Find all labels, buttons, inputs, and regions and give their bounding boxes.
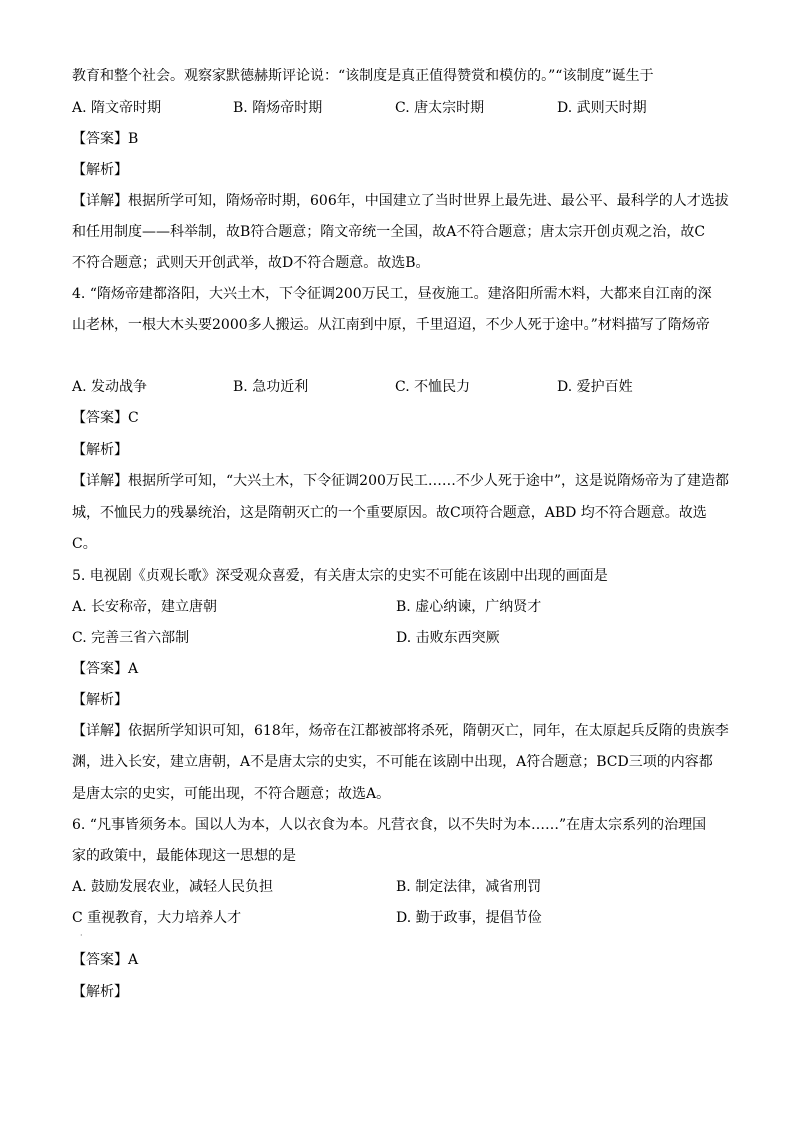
stray-mark: · <box>80 931 83 940</box>
q5-detail-line: 是唐太宗的史实，可能出现，不符合题意；故选A。 <box>72 786 391 802</box>
q3-detail-line: 和任用制度——科举制，故B符合题意；隋文帝统一全国，故A不符合题意；唐太宗开创贞观之治，故C <box>72 224 706 240</box>
q5-option-a: A. 长安称帝，建立唐朝 <box>72 599 218 615</box>
q5-option-c: C. 完善三省六部制 <box>72 630 190 646</box>
q5-option-b: B. 虚心纳谏，广纳贤才 <box>396 599 542 615</box>
q6-answer: 【答案】A <box>72 952 139 968</box>
q5-stem: 5. 电视剧《贞观长歌》深受观众喜爱，有关唐太宗的史实不可能在该剧中出现的画面是 <box>72 568 608 584</box>
q3-detail-line: 不符合题意；武则天开创武举，故D不符合题意。故选B。 <box>72 255 430 271</box>
q6-analysis-label: 【解析】 <box>72 984 128 1000</box>
q6-stem-line: 6. “凡事皆须务本。国以人为本，人以衣食为本。凡营衣食，以不失时为本……”在唐太宗系列的治理国 <box>72 817 707 833</box>
q4-option-d: D. 爱护百姓 <box>557 379 633 395</box>
q4-option-c: C. 不恤民力 <box>395 379 471 395</box>
q6-option-d: D. 勤于政事，提倡节俭 <box>396 910 542 926</box>
q5-detail-line: 【详解】依据所学知识可知，618年，炀帝在江都被部将杀死，隋朝灭亡，同年，在太原起兵反隋的贵族李 <box>72 723 729 739</box>
q6-option-a: A. 鼓励发展农业，减轻人民负担 <box>72 879 274 895</box>
q3-answer: 【答案】B <box>72 131 139 147</box>
q3-detail-line: 【详解】根据所学可知，隋炀帝时期，606年，中国建立了当时世界上最先进、最公平、最科学的人才选拔 <box>72 193 729 209</box>
q6-option-b: B. 制定法律，减省刑罚 <box>396 879 542 895</box>
q5-option-d: D. 击败东西突厥 <box>396 630 500 646</box>
q4-stem-line: 山老林，一根大木头要2000多人搬运。从江南到中原，千里迢迢，不少人死于途中。”材料描写了隋炀帝 <box>72 317 710 333</box>
q6-stem-line: 家的政策中，最能体现这一思想的是 <box>72 848 296 864</box>
q3-option-c: C. 唐太宗时期 <box>395 100 485 116</box>
q5-answer: 【答案】A <box>72 661 139 677</box>
q4-answer: 【答案】C <box>72 410 139 426</box>
q5-detail-line: 渊，进入长安，建立唐朝，A不是唐太宗的史实，不可能在该剧中出现，A符合题意；BCD三项的内容都 <box>72 754 713 770</box>
q6-option-c: C 重视教育，大力培养人才 <box>72 910 242 926</box>
q3-analysis-label: 【解析】 <box>72 162 128 178</box>
q4-detail-line: 城，不恤民力的残暴统治，这是隋朝灭亡的一个重要原因。故C项符合题意，ABD 均不符合题意。故选 <box>72 505 707 521</box>
q4-option-a: A. 发动战争 <box>72 379 148 395</box>
q4-option-b: B. 急功近利 <box>233 379 309 395</box>
q3-option-b: B. 隋炀帝时期 <box>233 100 323 116</box>
q4-detail-line: 【详解】根据所学可知，“大兴土木，下令征调200万民工……不少人死于途中”，这是说隋炀帝为了建造都 <box>72 473 730 489</box>
q3-option-a: A. 隋文帝时期 <box>72 100 162 116</box>
q3-stem-tail: 教育和整个社会。观察家默德赫斯评论说：“该制度是真正值得赞赏和模仿的。”“该制度”诞生于 <box>72 68 654 84</box>
q4-stem-line: 4. “隋炀帝建都洛阳，大兴土木，下令征调200万民工，昼夜施工。建洛阳所需木料，大都来自江南的深 <box>72 286 712 302</box>
q3-option-d: D. 武则天时期 <box>557 100 647 116</box>
q5-analysis-label: 【解析】 <box>72 692 128 708</box>
q4-detail-line: C。 <box>72 536 97 552</box>
q4-analysis-label: 【解析】 <box>72 442 128 458</box>
